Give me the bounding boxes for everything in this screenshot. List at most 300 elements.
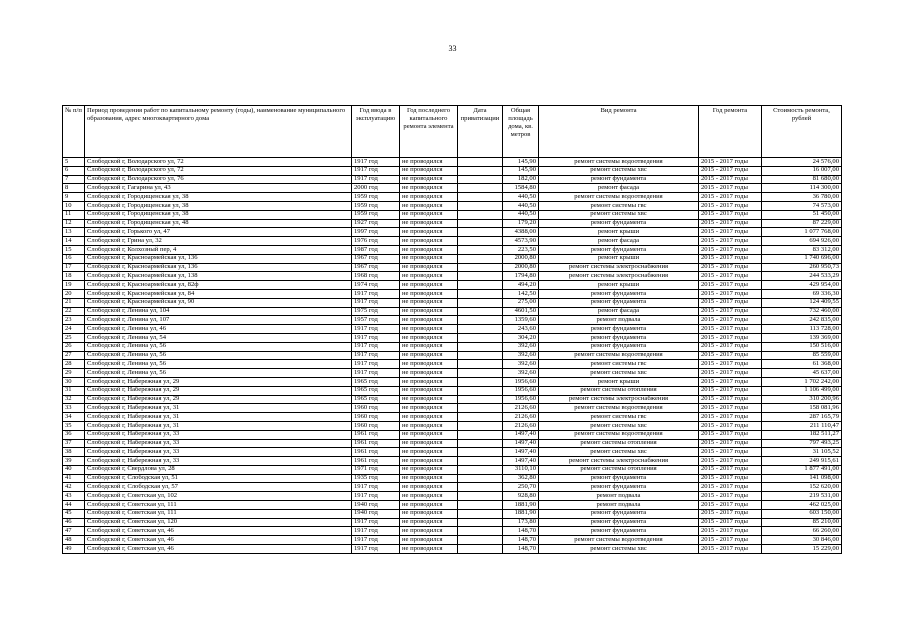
cell-commission-year: 1940 год — [352, 501, 400, 510]
header-total-area: Общая площадь дома, кв. метров — [503, 106, 539, 158]
cell-address: Слободской г, Набережная ул, 33 — [85, 457, 352, 466]
table-row — [63, 228, 842, 237]
table-row — [63, 527, 842, 536]
cell-last-repair: не проводился — [400, 386, 458, 395]
cell-repair-year: 2015 - 2017 годы — [699, 501, 762, 510]
cell-num: 35 — [63, 421, 85, 430]
cell-area: 182,00 — [503, 175, 539, 184]
cell-num: 13 — [63, 228, 85, 237]
cell-cost: 287 165,79 — [762, 413, 842, 422]
cell-num: 12 — [63, 219, 85, 228]
table-row — [63, 457, 842, 466]
table-row — [63, 289, 842, 298]
cell-area: 440,50 — [503, 201, 539, 210]
cell-repair-type: ремонт фундамента — [539, 509, 699, 518]
cell-area: 392,60 — [503, 342, 539, 351]
cell-area: 494,20 — [503, 281, 539, 290]
cell-num: 7 — [63, 175, 85, 184]
table-row — [63, 325, 842, 334]
cell-num: 42 — [63, 483, 85, 492]
cell-repair-type: ремонт фундамента — [539, 474, 699, 483]
cell-last-repair: не проводился — [400, 281, 458, 290]
cell-address: Слободской г, Володарского ул, 76 — [85, 175, 352, 184]
cell-repair-year: 2015 - 2017 годы — [699, 465, 762, 474]
cell-area: 1881,90 — [503, 501, 539, 510]
table-row — [63, 395, 842, 404]
cell-area: 1956,60 — [503, 377, 539, 386]
cell-commission-year: 1967 год — [352, 254, 400, 263]
cell-privatization — [458, 298, 503, 307]
cell-repair-year: 2015 - 2017 годы — [699, 457, 762, 466]
cell-cost: 152 620,00 — [762, 483, 842, 492]
cell-last-repair: не проводился — [400, 501, 458, 510]
header-address: Период проведения работ по капитальному ремонту (годы), наименование муниципального образования, адрес многоквартирного дома — [85, 106, 352, 158]
cell-commission-year: 1917 год — [352, 351, 400, 360]
table-row — [63, 307, 842, 316]
cell-num: 28 — [63, 360, 85, 369]
cell-address: Слободской г, Городищенская ул, 38 — [85, 201, 352, 210]
cell-commission-year: 1961 год — [352, 430, 400, 439]
cell-cost: 732 460,00 — [762, 307, 842, 316]
cell-privatization — [458, 413, 503, 422]
cell-cost: 249 915,61 — [762, 457, 842, 466]
cell-last-repair: не проводился — [400, 545, 458, 554]
table-row — [63, 501, 842, 510]
cell-cost: 74 573,00 — [762, 201, 842, 210]
cell-commission-year: 1917 год — [352, 483, 400, 492]
cell-last-repair: не проводился — [400, 237, 458, 246]
table-row — [63, 333, 842, 342]
cell-last-repair: не проводился — [400, 351, 458, 360]
cell-area: 392,60 — [503, 360, 539, 369]
table-row — [63, 518, 842, 527]
cell-num: 41 — [63, 474, 85, 483]
cell-area: 440,50 — [503, 193, 539, 202]
cell-last-repair: не проводился — [400, 457, 458, 466]
cell-area: 4601,50 — [503, 307, 539, 316]
cell-privatization — [458, 342, 503, 351]
cell-address: Слободской г, Городищенская ул, 38 — [85, 210, 352, 219]
cell-cost: 30 846,00 — [762, 536, 842, 545]
cell-repair-type: ремонт системы отопления — [539, 465, 699, 474]
cell-repair-type: ремонт крыши — [539, 377, 699, 386]
cell-privatization — [458, 386, 503, 395]
cell-last-repair: не проводился — [400, 184, 458, 193]
cell-privatization — [458, 448, 503, 457]
cell-commission-year: 1917 год — [352, 342, 400, 351]
cell-repair-year: 2015 - 2017 годы — [699, 184, 762, 193]
cell-repair-year: 2015 - 2017 годы — [699, 413, 762, 422]
cell-repair-year: 2015 - 2017 годы — [699, 360, 762, 369]
cell-repair-year: 2015 - 2017 годы — [699, 325, 762, 334]
cell-area: 4388,00 — [503, 228, 539, 237]
cell-num: 43 — [63, 492, 85, 501]
cell-cost: 211 110,47 — [762, 421, 842, 430]
cell-repair-year: 2015 - 2017 годы — [699, 272, 762, 281]
cell-area: 1497,40 — [503, 439, 539, 448]
cell-area: 2126,60 — [503, 421, 539, 430]
cell-commission-year: 1917 год — [352, 158, 400, 167]
cell-last-repair: не проводился — [400, 492, 458, 501]
header-privatization-date: Дата приватизации — [458, 106, 503, 158]
cell-cost: 24 576,00 — [762, 158, 842, 167]
cell-address: Слободской г, Советская ул, 46 — [85, 545, 352, 554]
header-commission-year: Год ввода в эксплуатацию — [352, 106, 400, 158]
cell-commission-year: 1975 год — [352, 307, 400, 316]
cell-cost: 141 098,00 — [762, 474, 842, 483]
cell-area: 223,50 — [503, 245, 539, 254]
cell-repair-type: ремонт фундамента — [539, 342, 699, 351]
cell-num: 21 — [63, 298, 85, 307]
cell-cost: 139 369,00 — [762, 333, 842, 342]
cell-privatization — [458, 518, 503, 527]
cell-area: 145,90 — [503, 166, 539, 175]
cell-address: Слободской г, Ленина ул, 56 — [85, 342, 352, 351]
cell-commission-year: 1917 год — [352, 369, 400, 378]
cell-commission-year: 1957 год — [352, 316, 400, 325]
cell-commission-year: 1917 год — [352, 166, 400, 175]
cell-privatization — [458, 254, 503, 263]
cell-privatization — [458, 175, 503, 184]
cell-privatization — [458, 369, 503, 378]
cell-repair-type: ремонт системы гвс — [539, 360, 699, 369]
cell-area: 1956,60 — [503, 395, 539, 404]
header-cost: Стоимость ремонта, рублей — [762, 106, 842, 158]
cell-area: 148,70 — [503, 545, 539, 554]
cell-address: Слободской г, Набережная ул, 29 — [85, 395, 352, 404]
cell-address: Слободской г, Ленина ул, 107 — [85, 316, 352, 325]
cell-privatization — [458, 501, 503, 510]
cell-privatization — [458, 325, 503, 334]
cell-last-repair: не проводился — [400, 474, 458, 483]
cell-last-repair: не проводился — [400, 307, 458, 316]
cell-last-repair: не проводился — [400, 377, 458, 386]
cell-privatization — [458, 395, 503, 404]
cell-privatization — [458, 421, 503, 430]
cell-repair-type: ремонт фундамента — [539, 333, 699, 342]
cell-repair-type: ремонт системы отопления — [539, 439, 699, 448]
cell-repair-year: 2015 - 2017 годы — [699, 298, 762, 307]
cell-last-repair: не проводился — [400, 395, 458, 404]
table-row — [63, 166, 842, 175]
table-row — [63, 254, 842, 263]
cell-address: Слободской г, Городищенская ул, 38 — [85, 193, 352, 202]
cell-cost: 45 637,00 — [762, 369, 842, 378]
cell-address: Слободской г, Володарского ул, 72 — [85, 166, 352, 175]
table-row — [63, 237, 842, 246]
cell-commission-year: 1917 год — [352, 333, 400, 342]
cell-commission-year: 1974 год — [352, 281, 400, 290]
cell-last-repair: не проводился — [400, 465, 458, 474]
cell-repair-type: ремонт системы водоотведения — [539, 430, 699, 439]
cell-repair-year: 2015 - 2017 годы — [699, 166, 762, 175]
cell-last-repair: не проводился — [400, 175, 458, 184]
cell-area: 928,80 — [503, 492, 539, 501]
cell-repair-type: ремонт фундамента — [539, 518, 699, 527]
cell-num: 14 — [63, 237, 85, 246]
cell-commission-year: 1959 год — [352, 210, 400, 219]
cell-cost: 87 229,00 — [762, 219, 842, 228]
cell-address: Слободской г, Советская ул, 120 — [85, 518, 352, 527]
cell-privatization — [458, 166, 503, 175]
cell-area: 179,20 — [503, 219, 539, 228]
cell-last-repair: не проводился — [400, 369, 458, 378]
cell-num: 22 — [63, 307, 85, 316]
cell-address: Слободской г, Красноармейская ул, 138 — [85, 272, 352, 281]
cell-commission-year: 1965 год — [352, 386, 400, 395]
cell-last-repair: не проводился — [400, 439, 458, 448]
cell-area: 1794,80 — [503, 272, 539, 281]
cell-repair-type: ремонт фундамента — [539, 175, 699, 184]
cell-last-repair: не проводился — [400, 413, 458, 422]
header-repair-year: Год ремонта — [699, 106, 762, 158]
cell-num: 10 — [63, 201, 85, 210]
cell-num: 36 — [63, 430, 85, 439]
cell-area: 250,70 — [503, 483, 539, 492]
table-row — [63, 377, 842, 386]
cell-num: 26 — [63, 342, 85, 351]
cell-address: Слободской г, Слободская ул, 51 — [85, 474, 352, 483]
table-row — [63, 413, 842, 422]
cell-cost: 603 150,00 — [762, 509, 842, 518]
cell-repair-type: ремонт фундамента — [539, 483, 699, 492]
cell-privatization — [458, 228, 503, 237]
cell-cost: 114 300,00 — [762, 184, 842, 193]
cell-commission-year: 1960 год — [352, 413, 400, 422]
cell-privatization — [458, 316, 503, 325]
header-last-repair-year: Год последнего капитального ремонта элемента — [400, 106, 458, 158]
cell-last-repair: не проводился — [400, 342, 458, 351]
cell-address: Слободской г, Советская ул, 111 — [85, 509, 352, 518]
cell-repair-year: 2015 - 2017 годы — [699, 395, 762, 404]
cell-commission-year: 1971 год — [352, 465, 400, 474]
cell-num: 8 — [63, 184, 85, 193]
repair-schedule-table — [62, 105, 842, 554]
cell-num: 44 — [63, 501, 85, 510]
cell-num: 39 — [63, 457, 85, 466]
table-row — [63, 448, 842, 457]
cell-address: Слободской г, Красноармейская ул, 136 — [85, 263, 352, 272]
cell-last-repair: не проводился — [400, 228, 458, 237]
cell-cost: 694 926,00 — [762, 237, 842, 246]
cell-address: Слободской г, Набережная ул, 31 — [85, 421, 352, 430]
cell-address: Слободской г, Грина ул, 32 — [85, 237, 352, 246]
cell-privatization — [458, 333, 503, 342]
cell-repair-year: 2015 - 2017 годы — [699, 201, 762, 210]
cell-area: 1584,80 — [503, 184, 539, 193]
cell-privatization — [458, 483, 503, 492]
cell-num: 34 — [63, 413, 85, 422]
cell-privatization — [458, 474, 503, 483]
cell-cost: 242 835,00 — [762, 316, 842, 325]
cell-last-repair: не проводился — [400, 518, 458, 527]
cell-repair-year: 2015 - 2017 годы — [699, 509, 762, 518]
cell-repair-type: ремонт системы гвс — [539, 413, 699, 422]
cell-address: Слободской г, Набережная ул, 33 — [85, 448, 352, 457]
cell-area: 1881,90 — [503, 509, 539, 518]
cell-privatization — [458, 237, 503, 246]
cell-address: Слободской г, Ленина ул, 56 — [85, 360, 352, 369]
cell-privatization — [458, 210, 503, 219]
cell-last-repair: не проводился — [400, 527, 458, 536]
cell-repair-type: ремонт фундамента — [539, 325, 699, 334]
cell-commission-year: 1917 год — [352, 536, 400, 545]
cell-repair-year: 2015 - 2017 годы — [699, 439, 762, 448]
cell-cost: 113 728,00 — [762, 325, 842, 334]
header-num: № п/п — [63, 106, 85, 158]
table-row — [63, 245, 842, 254]
cell-num: 33 — [63, 404, 85, 413]
cell-cost: 310 200,96 — [762, 395, 842, 404]
cell-cost: 158 081,96 — [762, 404, 842, 413]
cell-commission-year: 2000 год — [352, 184, 400, 193]
cell-repair-type: ремонт подвала — [539, 492, 699, 501]
cell-num: 9 — [63, 193, 85, 202]
table-row — [63, 536, 842, 545]
cell-repair-type: ремонт крыши — [539, 254, 699, 263]
cell-commission-year: 1959 год — [352, 201, 400, 210]
cell-address: Слободской г, Колхозный пер, 4 — [85, 245, 352, 254]
page-number: 33 — [448, 44, 457, 53]
cell-repair-year: 2015 - 2017 годы — [699, 421, 762, 430]
cell-num: 29 — [63, 369, 85, 378]
cell-commission-year: 1917 год — [352, 518, 400, 527]
table-row — [63, 439, 842, 448]
cell-commission-year: 1935 год — [352, 474, 400, 483]
cell-area: 304,20 — [503, 333, 539, 342]
cell-cost: 1 702 242,00 — [762, 377, 842, 386]
cell-last-repair: не проводился — [400, 298, 458, 307]
cell-num: 18 — [63, 272, 85, 281]
cell-num: 49 — [63, 545, 85, 554]
cell-area: 148,70 — [503, 536, 539, 545]
table-body — [63, 158, 842, 554]
cell-cost: 182 511,27 — [762, 430, 842, 439]
cell-cost: 83 312,00 — [762, 245, 842, 254]
cell-num: 31 — [63, 386, 85, 395]
cell-repair-year: 2015 - 2017 годы — [699, 492, 762, 501]
cell-num: 19 — [63, 281, 85, 290]
cell-repair-year: 2015 - 2017 годы — [699, 351, 762, 360]
cell-cost: 1 106 499,00 — [762, 386, 842, 395]
header-repair-type: Вид ремонта — [539, 106, 699, 158]
table-row — [63, 316, 842, 325]
cell-cost: 61 368,00 — [762, 360, 842, 369]
cell-commission-year: 1927 год — [352, 219, 400, 228]
cell-privatization — [458, 245, 503, 254]
cell-cost: 66 260,00 — [762, 527, 842, 536]
cell-last-repair: не проводился — [400, 448, 458, 457]
cell-commission-year: 1940 год — [352, 509, 400, 518]
cell-num: 46 — [63, 518, 85, 527]
cell-num: 23 — [63, 316, 85, 325]
cell-address: Слободской г, Набережная ул, 33 — [85, 439, 352, 448]
cell-commission-year: 1965 год — [352, 395, 400, 404]
cell-repair-type: ремонт фасада — [539, 307, 699, 316]
cell-commission-year: 1961 год — [352, 457, 400, 466]
cell-repair-type: ремонт системы водоотведения — [539, 193, 699, 202]
cell-area: 145,90 — [503, 158, 539, 167]
cell-cost: 1 877 491,00 — [762, 465, 842, 474]
cell-last-repair: не проводился — [400, 166, 458, 175]
cell-num: 25 — [63, 333, 85, 342]
table-row — [63, 404, 842, 413]
cell-cost: 31 105,52 — [762, 448, 842, 457]
cell-last-repair: не проводился — [400, 421, 458, 430]
cell-repair-year: 2015 - 2017 годы — [699, 518, 762, 527]
cell-repair-type: ремонт фундамента — [539, 219, 699, 228]
cell-repair-type: ремонт системы хвс — [539, 421, 699, 430]
cell-address: Слободской г, Красноармейская ул, 136 — [85, 254, 352, 263]
cell-area: 3110,10 — [503, 465, 539, 474]
table-row — [63, 272, 842, 281]
cell-last-repair: не проводился — [400, 219, 458, 228]
cell-num: 16 — [63, 254, 85, 263]
cell-area: 148,70 — [503, 527, 539, 536]
table-row — [63, 545, 842, 554]
cell-repair-type: ремонт фасада — [539, 184, 699, 193]
cell-repair-type: ремонт системы хвс — [539, 210, 699, 219]
cell-privatization — [458, 351, 503, 360]
table-row — [63, 201, 842, 210]
cell-privatization — [458, 281, 503, 290]
cell-commission-year: 1997 год — [352, 228, 400, 237]
cell-last-repair: не проводился — [400, 404, 458, 413]
cell-repair-year: 2015 - 2017 годы — [699, 386, 762, 395]
cell-address: Слободской г, Красноармейская ул, 84 — [85, 289, 352, 298]
table-row — [63, 263, 842, 272]
cell-cost: 15 229,00 — [762, 545, 842, 554]
cell-area: 1956,60 — [503, 386, 539, 395]
cell-repair-type: ремонт системы отопления — [539, 386, 699, 395]
cell-num: 5 — [63, 158, 85, 167]
table-row — [63, 193, 842, 202]
cell-repair-type: ремонт фундамента — [539, 527, 699, 536]
cell-repair-year: 2015 - 2017 годы — [699, 536, 762, 545]
cell-area: 275,00 — [503, 298, 539, 307]
cell-area: 1359,60 — [503, 316, 539, 325]
cell-repair-year: 2015 - 2017 годы — [699, 237, 762, 246]
cell-last-repair: не проводился — [400, 360, 458, 369]
cell-repair-year: 2015 - 2017 годы — [699, 545, 762, 554]
table-row — [63, 509, 842, 518]
cell-repair-type: ремонт системы хвс — [539, 369, 699, 378]
cell-address: Слободской г, Ленина ул, 54 — [85, 333, 352, 342]
cell-area: 1497,40 — [503, 457, 539, 466]
cell-address: Слободской г, Свердлова ул, 28 — [85, 465, 352, 474]
cell-commission-year: 1987 год — [352, 245, 400, 254]
cell-commission-year: 1976 год — [352, 237, 400, 246]
cell-last-repair: не проводился — [400, 333, 458, 342]
cell-repair-type: ремонт крыши — [539, 228, 699, 237]
cell-commission-year: 1968 год — [352, 272, 400, 281]
cell-area: 2126,60 — [503, 413, 539, 422]
cell-repair-type: ремонт системы водоотведения — [539, 351, 699, 360]
cell-num: 20 — [63, 289, 85, 298]
table-row — [63, 210, 842, 219]
cell-privatization — [458, 492, 503, 501]
cell-last-repair: не проводился — [400, 193, 458, 202]
cell-last-repair: не проводился — [400, 263, 458, 272]
cell-repair-year: 2015 - 2017 годы — [699, 219, 762, 228]
cell-commission-year: 1917 год — [352, 325, 400, 334]
cell-last-repair: не проводился — [400, 254, 458, 263]
cell-num: 48 — [63, 536, 85, 545]
cell-privatization — [458, 439, 503, 448]
cell-privatization — [458, 201, 503, 210]
cell-num: 30 — [63, 377, 85, 386]
cell-privatization — [458, 545, 503, 554]
